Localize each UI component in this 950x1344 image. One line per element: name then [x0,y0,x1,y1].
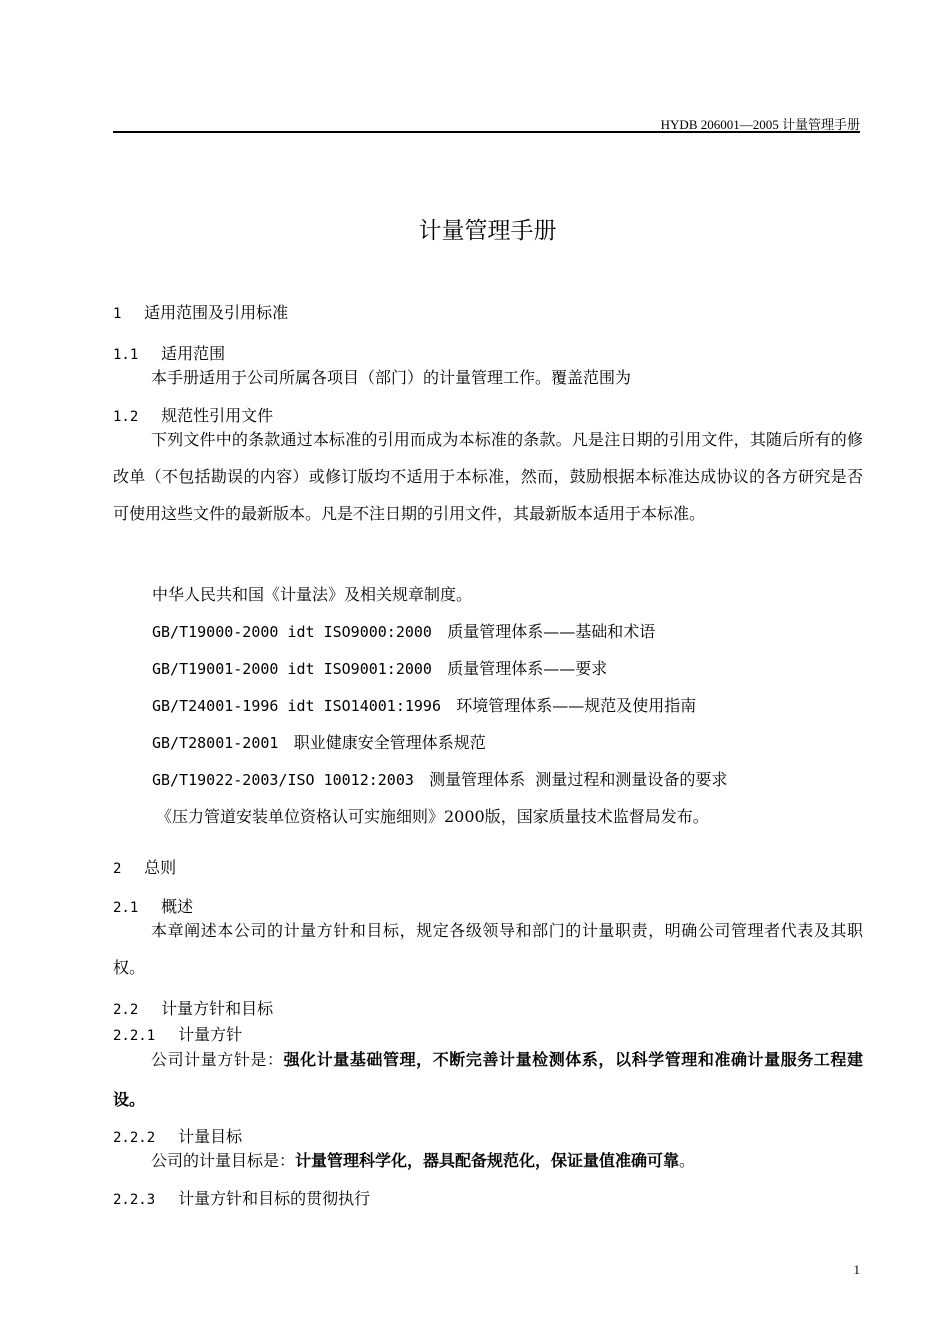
objective-lead: 公司的计量目标是： [151,1151,296,1170]
reference-name: 测量管理体系 测量过程和测量设备的要求 [429,770,728,789]
reference-code: GB/T19022-2003/ISO 10012:2003 [152,771,414,789]
section-2-heading [113,855,863,878]
section-1-1-heading [113,341,863,364]
reference-name: 职业健康安全管理体系规范 [293,733,486,752]
section-2-2-3-heading [113,1186,863,1209]
page-number: 1 [853,1262,860,1277]
section-number: 2.2.2 [113,1130,156,1146]
section-1-1-text: 本手册适用于公司所属各项目（部门）的计量管理工作。覆盖范围为 [151,368,632,387]
section-title: 适用范围及引用标准 [144,303,289,322]
section-number: 2.2.3 [113,1192,156,1208]
policy-statement: 强化计量基础管理，不断完善计量检测体系，以科学管理和准确计量服务工程建设。 [113,1050,863,1109]
section-number: 2.2.1 [113,1028,156,1044]
section-number: 2.1 [113,900,139,916]
running-header: HYDB 206001—2005 计量管理手册 [660,117,860,132]
section-number: 1.2 [113,409,139,425]
header-rule [113,131,860,133]
section-title: 计量目标 [178,1127,243,1146]
reference-name: 中华人民共和国《计量法》及相关规章制度。 [152,585,473,604]
section-title: 适用范围 [161,344,226,363]
section-2-1-text: 本章阐述本公司的计量方针和目标，规定各级领导和部门的计量职责，明确公司管理者代表及其职权。 [113,921,863,977]
reference-item [152,582,472,605]
reference-name: 《压力管道安装单位资格认可实施细则》2000版，国家质量技术监督局发布。 [156,807,709,826]
section-title: 概述 [161,897,194,916]
section-1-2-text: 下列文件中的条款通过本标准的引用而成为本标准的条款。凡是注日期的引用文件，其随后所有的修改单（不包括勘误的内容）或修订版均不适用于本标准，然而，鼓励根据本标准达成协议的各方研究是否可使用这些文件的最新版本。凡是不注日期的引用文件，其最新版本适用于本标准。 [113,430,863,523]
reference-code: GB/T19000-2000 idt ISO9000:2000 [152,623,432,641]
section-title: 总则 [144,858,177,877]
section-1-heading [113,300,863,323]
section-2-2-heading [113,996,863,1019]
section-number: 1.1 [113,347,139,363]
reference-name: 质量管理体系——基础和术语 [447,622,656,641]
policy-lead: 公司计量方针是： [151,1050,284,1069]
section-2-2-1-text [113,1040,863,1120]
section-title: 规范性引用文件 [161,406,274,425]
section-title: 计量方针和目标 [161,999,274,1018]
section-title: 计量方针和目标的贯彻执行 [178,1189,371,1208]
reference-item [156,804,709,827]
reference-item [152,693,696,716]
reference-code: GB/T24001-1996 idt ISO14001:1996 [152,697,441,715]
section-number: 2 [113,861,122,877]
reference-item [152,656,607,679]
section-2-2-2-text [113,1150,863,1172]
reference-item [152,767,727,790]
objective-tail: 。 [679,1151,696,1170]
section-2-2-2-heading [113,1124,863,1147]
reference-item [152,619,655,642]
reference-code: GB/T28001-2001 [152,734,279,752]
objective-statement: 计量管理科学化，器具配备规范化，保证量值准确可靠 [295,1151,680,1170]
reference-name: 环境管理体系——规范及使用指南 [456,696,697,715]
reference-code: GB/T19001-2000 idt ISO9001:2000 [152,660,432,678]
section-number: 2.2 [113,1002,139,1018]
document-title: 计量管理手册 [418,218,557,244]
reference-name: 质量管理体系——要求 [447,659,608,678]
section-number: 1 [113,306,122,322]
reference-item [152,730,486,753]
section-title: 计量方针 [178,1025,243,1044]
